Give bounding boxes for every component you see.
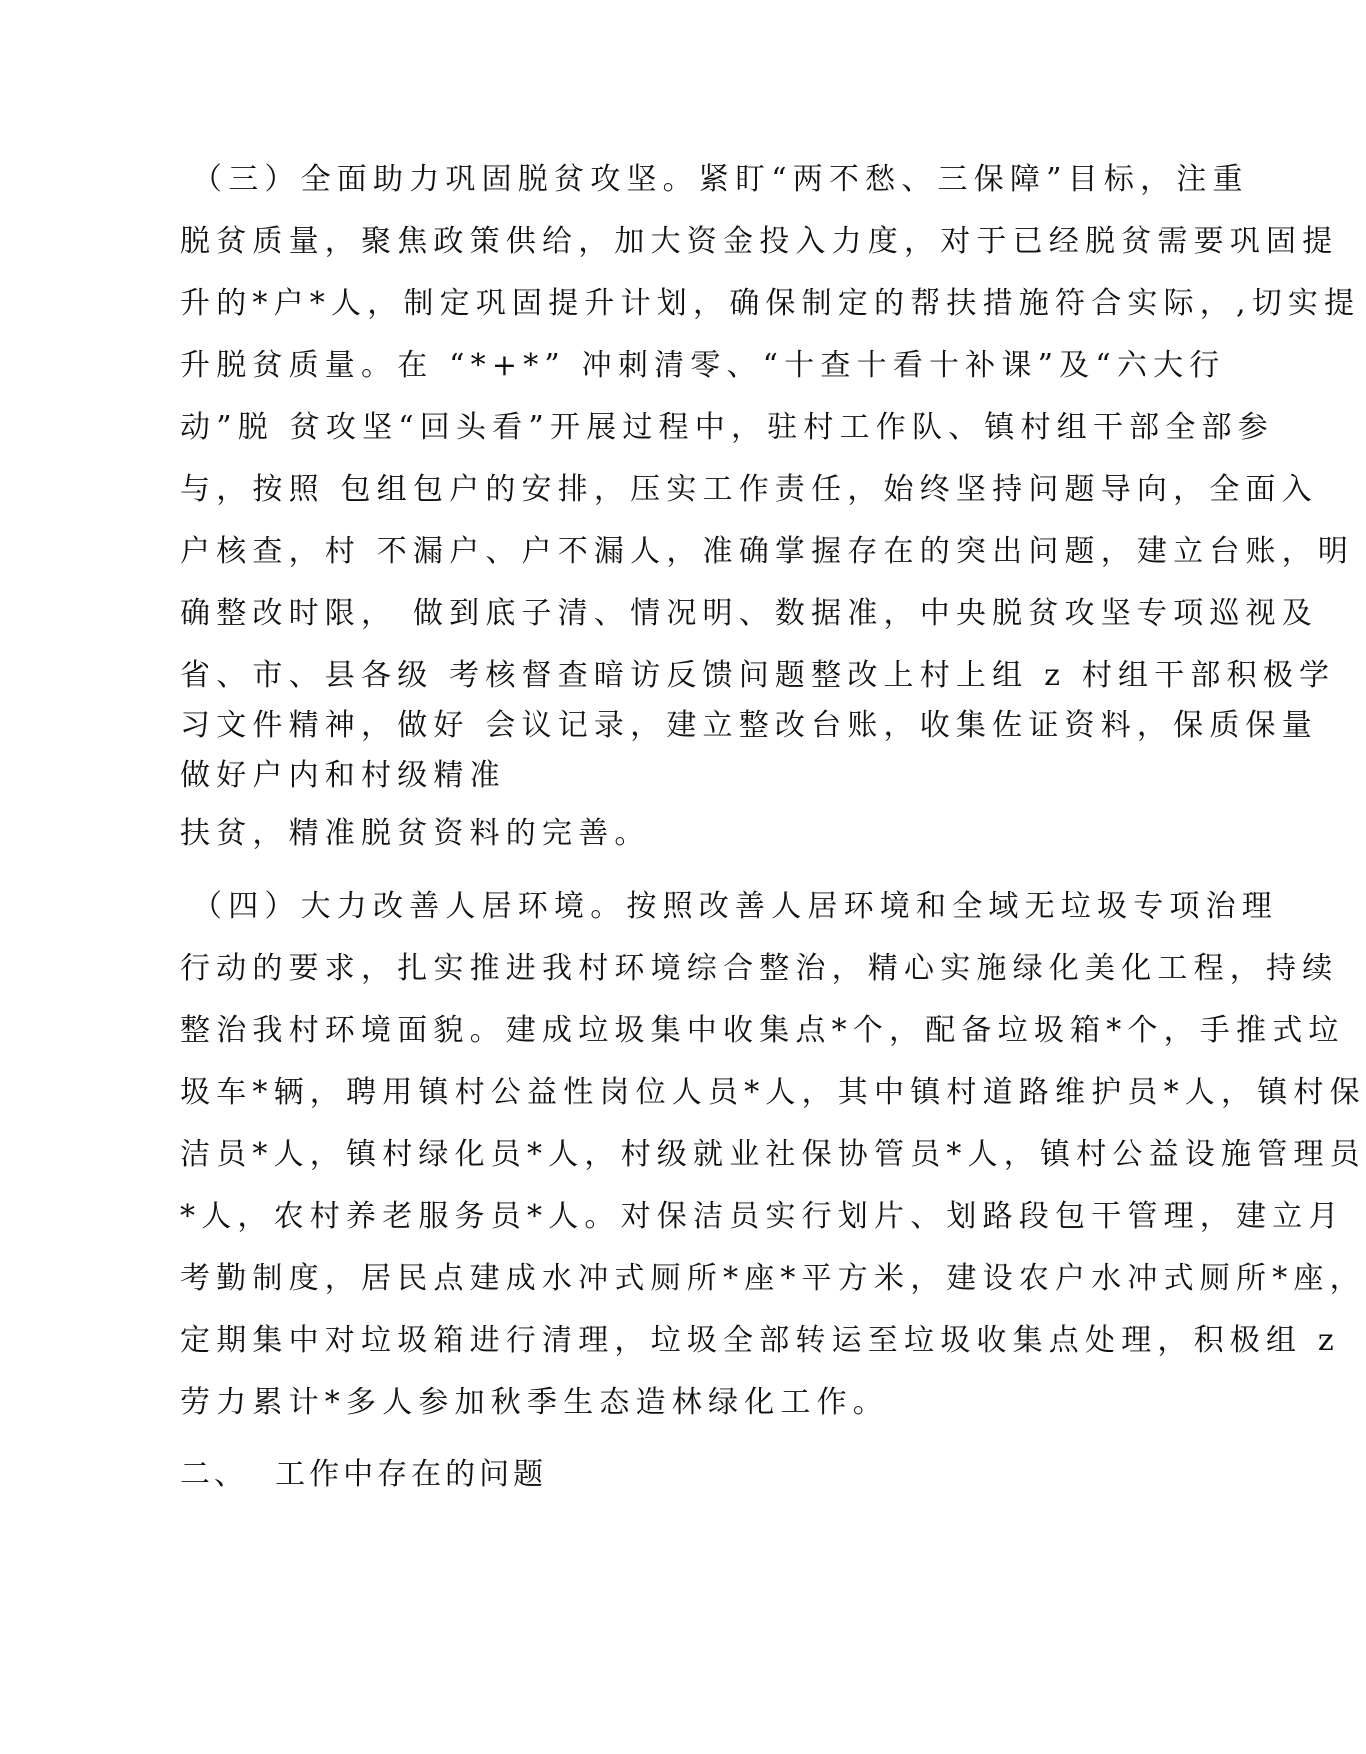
paragraph-3-line-6: 与，按照 包组包户的安排，压实工作责任，始终坚持问题导向，全面入 (180, 472, 1318, 507)
paragraph-4-line-9: 劳力累计*多人参加秋季生态造林绿化工作。 (180, 1385, 889, 1420)
section-heading: 二、 工作中存在的问题 (180, 1457, 548, 1492)
paragraph-3-line-9: 省、市、县各级 考核督查暗访反馈问题整改上村上组 z 村组干部积极学 (180, 658, 1336, 693)
paragraph-3-line-3: 升的*户*人，制定巩固提升计划，确保制定的帮扶措施符合实际，,切实提 (180, 286, 1361, 321)
paragraph-3-line-12: 扶贫，精准脱贫资料的完善。 (180, 816, 651, 851)
paragraph-3-line-7: 户核查，村 不漏户、户不漏人，准确掌握存在的突出问题，建立台账，明 (180, 534, 1355, 569)
paragraph-4-line-2: 行动的要求，扎实推进我村环境综合整治，精心实施绿化美化工程，持续 (180, 951, 1339, 986)
paragraph-4-line-5: 洁员*人，镇村绿化员*人，村级就业社保协管员*人，镇村公益设施管理员 (180, 1137, 1366, 1172)
paragraph-3-line-1: （三）全面助力巩固脱贫攻坚。紧盯“两不愁、三保障”目标，注重 (192, 162, 1249, 197)
paragraph-4-line-3: 整治我村环境面貌。建成垃圾集中收集点*个，配备垃圾箱*个，手推式垃 (180, 1013, 1345, 1048)
paragraph-3-line-5: 动”脱 贫攻坚“回头看”开展过程中，驻村工作队、镇村组干部全部参 (180, 410, 1274, 445)
paragraph-3-line-4: 升脱贫质量。在 “*+*” 冲刺清零、“十查十看十补课”及“六大行 (180, 348, 1226, 383)
paragraph-3-line-2: 脱贫质量，聚焦政策供给，加大资金投入力度，对于已经脱贫需要巩固提 (180, 224, 1339, 259)
paragraph-3-line-11: 做好户内和村级精准 (180, 758, 506, 793)
paragraph-4-line-6: *人，农村养老服务员*人。对保洁员实行划片、划路段包干管理，建立月 (180, 1199, 1345, 1234)
paragraph-3-line-10: 习文件精神，做好 会议记录，建立整改台账，收集佐证资料，保质保量 (180, 708, 1318, 743)
paragraph-4-line-8: 定期集中对垃圾箱进行清理，垃圾全部转运至垃圾收集点处理，积极组 z (180, 1323, 1340, 1358)
paragraph-4-line-4: 圾车*辆，聘用镇村公益性岗位人员*人，其中镇村道路维护员*人，镇村保 (180, 1075, 1366, 1110)
paragraph-4-line-1: （四）大力改善人居环境。按照改善人居环境和全域无垃圾专项治理 (192, 889, 1278, 924)
paragraph-4-line-7: 考勤制度，居民点建成水冲式厕所*座*平方米，建设农户水冲式厕所*座， (180, 1261, 1366, 1296)
paragraph-3-line-8: 确整改时限， 做到底子清、情况明、数据准，中央脱贫攻坚专项巡视及 (180, 596, 1318, 631)
